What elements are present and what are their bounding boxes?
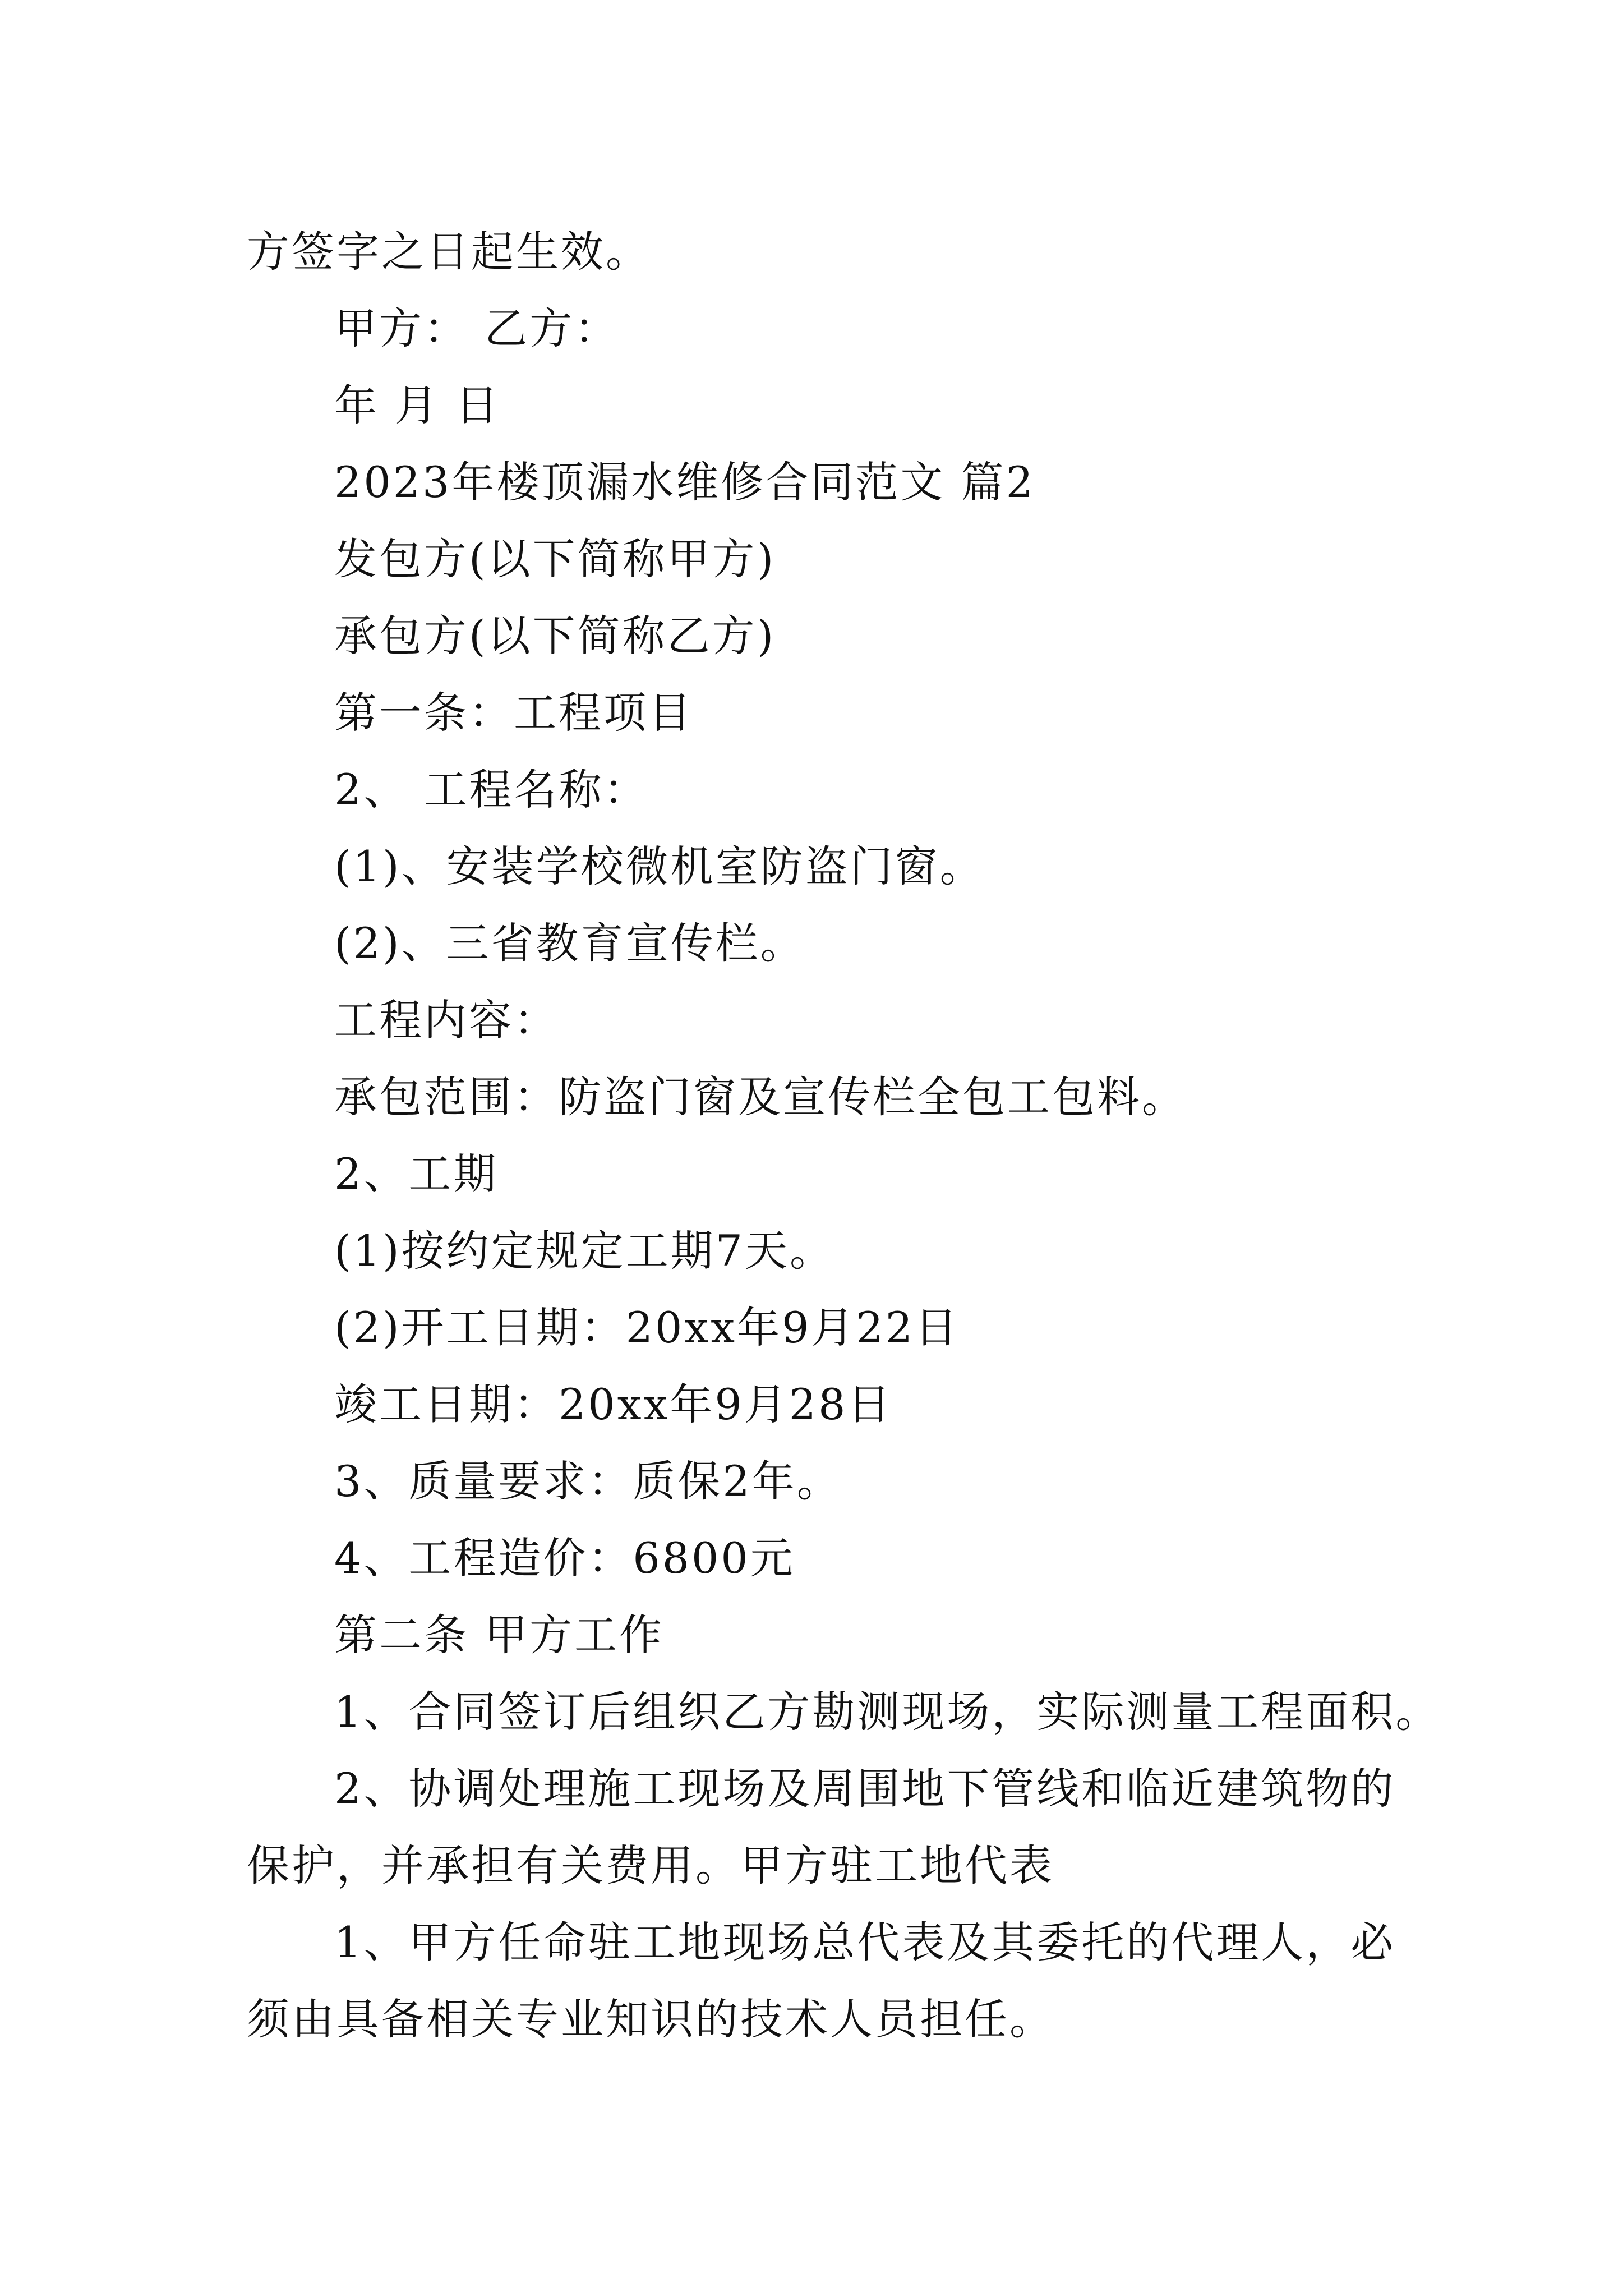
text-line: 1、甲方任命驻工地现场总代表及其委托的代理人，必 xyxy=(334,1917,1396,1967)
text-line: 发包方(以下简称甲方) xyxy=(334,534,776,584)
text-line: 须由具备相关专业知识的技术人员担任。 xyxy=(247,1994,1054,2044)
text-line: 保护，并承担有关费用。甲方驻工地代表 xyxy=(247,1841,1054,1890)
text-line: 2、工期 xyxy=(334,1149,499,1199)
text-line: (2)、三省教育宣传栏。 xyxy=(334,918,805,968)
text-line: 1、合同签订后组织乙方勘测现场，实际测量工程面积。 xyxy=(334,1687,1441,1737)
text-line: 3、质量要求：质保2年。 xyxy=(334,1456,842,1506)
text-line: 甲方： 乙方： xyxy=(334,303,620,353)
section-heading: 2023年楼顶漏水维修合同范文 篇2 xyxy=(334,457,1035,507)
text-line: 竣工日期：20xx年9月28日 xyxy=(334,1379,893,1429)
text-line: (2)开工日期：20xx年9月22日 xyxy=(334,1303,960,1352)
text-line: (1)、安装学校微机室防盗门窗。 xyxy=(334,841,985,891)
text-line: 第一条：工程项目 xyxy=(334,688,693,738)
text-line: 2、 工程名称： xyxy=(334,765,649,815)
document-body xyxy=(247,213,1441,2058)
text-line: 承包方(以下简称乙方) xyxy=(334,611,776,661)
text-line: 年 月 日 xyxy=(334,380,501,430)
text-line: 第二条 甲方工作 xyxy=(334,1610,665,1660)
text-line: 工程内容： xyxy=(334,995,559,1045)
text-line: 方签字之日起生效。 xyxy=(247,227,651,277)
text-line: 2、协调处理施工现场及周围地下管线和临近建筑物的 xyxy=(334,1764,1396,1814)
text-line: 4、工程造价：6800元 xyxy=(334,1533,795,1583)
text-line: 承包范围：防盗门窗及宣传栏全包工包料。 xyxy=(334,1072,1187,1122)
text-line: (1)按约定规定工期7天。 xyxy=(334,1226,835,1276)
